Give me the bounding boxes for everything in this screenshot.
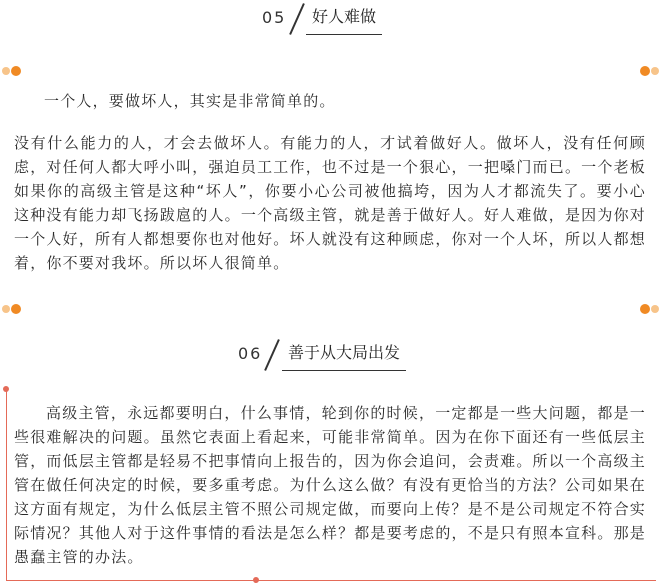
slash-divider — [289, 3, 305, 35]
section-number: 05 — [262, 8, 287, 27]
dot-ornament-left — [2, 304, 26, 314]
dot-ornament-left — [2, 66, 26, 76]
dot-icon — [2, 67, 10, 75]
dot-icon — [651, 305, 659, 313]
dot-icon — [640, 304, 650, 314]
box-bottom-border — [6, 580, 656, 581]
dot-ornament-right — [640, 304, 664, 314]
dot-ornament-right — [640, 66, 664, 76]
slash-divider — [264, 339, 280, 371]
dot-icon — [2, 305, 10, 313]
section-title: 好人难做 — [306, 6, 382, 35]
dot-icon — [11, 66, 21, 76]
section-number: 06 — [238, 344, 263, 363]
dot-icon — [253, 577, 259, 583]
dot-icon — [640, 66, 650, 76]
box-left-border — [6, 391, 7, 581]
section-06-body: 高级主管，永远都要明白，什么事情，轮到你的时候，一定都是一些大问题，都是一些很难解决的问题。虽然它表面上看起来，可能非常简单。因为在你下面还有一些低层主管，而低层主管都是轻易不把事情向上报告的，因为你会追问，会责难。所以一个高级主管在做任何决定的时候，要多重考虑。为什么这么做？有没有更恰当的方法？公司如果在这方面有规定，为什么低层主管不照公司规定做，而要向上传？是不是公司规定不符合实际情况？其他人对于这件事情的看法是怎么样？都是要考虑的，不是只有照本宣科。那是愚蠢主管的办法。 — [14, 404, 646, 566]
section-05-intro: 一个人，要做坏人，其实是非常简单的。 — [44, 92, 336, 110]
dot-icon — [651, 67, 659, 75]
dot-icon — [11, 304, 21, 314]
section-title: 善于从大局出发 — [282, 342, 406, 371]
section-05-body: 没有什么能力的人，才会去做坏人。有能力的人，才试着做好人。做坏人，没有任何顾虑，对任何人都大呼小叫，强迫员工工作，也不过是一个狠心，一把嗓门而已。一个老板如果你的高级主管是这种“坏人”，你要小心公司被他搞垮，因为人才都流失了。要小心这种没有能力却飞扬跋扈的人。一个高级主管，就是善于做好人。好人难做，是因为你对一个人好，所有人都想要你也对他好。坏人就没有这种顾虑，你对一个人坏，所以人都想着，你不要对我坏。所以坏人很简单。 — [14, 134, 646, 272]
